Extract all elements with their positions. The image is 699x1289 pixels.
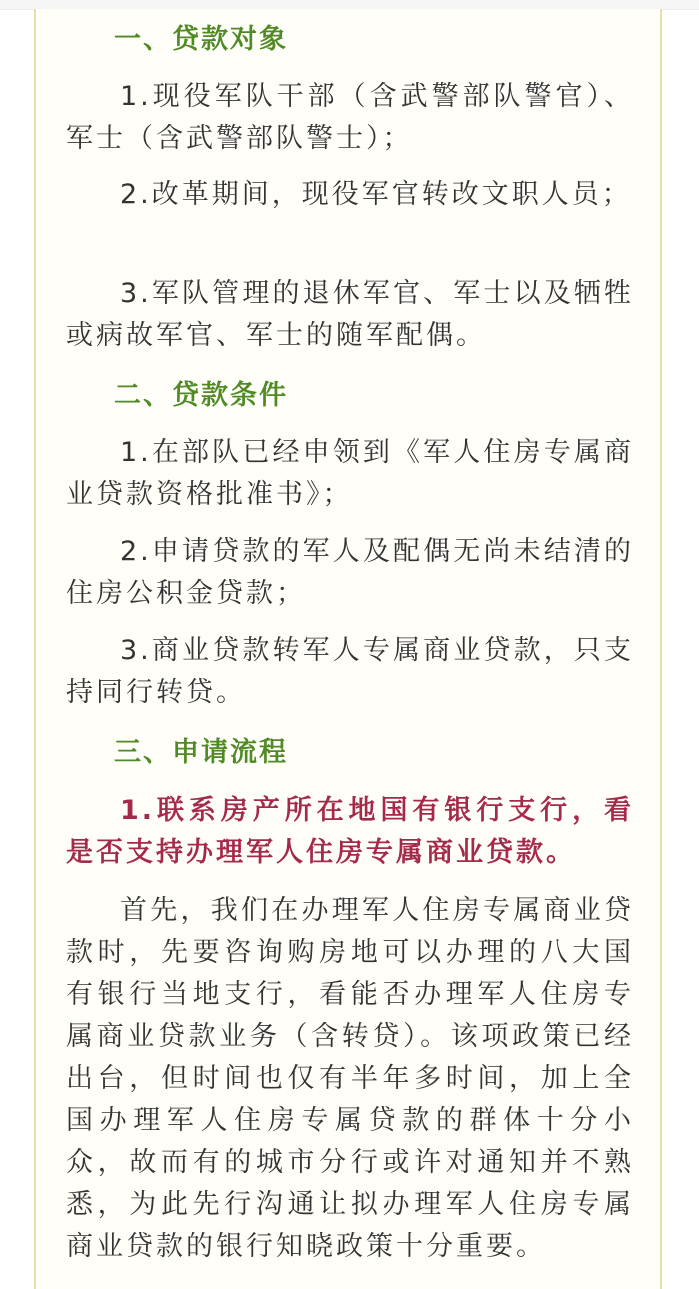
section-heading-loan-conditions: 二、贷款条件	[114, 380, 288, 411]
loan-target-item-2: 2.改革期间，现役军官转改文职人员；	[120, 179, 632, 210]
loan-condition-item-2: 2.申请贷款的军人及配偶无尚未结清的住房公积金贷款；	[66, 536, 634, 609]
loan-target-item-1: 1.现役军队干部（含武警部队警官）、军士（含武警部队警士）；	[66, 81, 634, 154]
loan-target-item-3: 3.军队管理的退休军官、军士以及牺牲或病故军官、军士的随军配偶。	[66, 278, 634, 351]
process-step-1: 1.联系房产所在地国有银行支行，看是否支持办理军人住房专属商业贷款。	[66, 795, 634, 868]
loan-condition-item-3: 3.商业贷款转军人专属商业贷款，只支持同行转贷。	[66, 635, 634, 708]
process-step-1-description: 首先，我们在办理军人住房专属商业贷款时，先要咨询购房地可以办理的八大国有银行当地支行，看能否办理军人住房专属商业贷款业务（含转贷）。该项政策已经出台，但时间也仅有半年多时间，加上全国办理军人住房专属贷款的群体十分小众，故而有的城市分行或许对通知并不熟悉，为此先行沟通让拟办理军人住房专属商业贷款的银行知晓政策十分重要。	[66, 895, 634, 1262]
section-heading-application-process: 三、申请流程	[114, 737, 288, 768]
section-heading-loan-target: 一、贷款对象	[114, 24, 288, 55]
loan-condition-item-1: 1.在部队已经申领到《军人住房专属商业贷款资格批准书》；	[66, 437, 634, 510]
